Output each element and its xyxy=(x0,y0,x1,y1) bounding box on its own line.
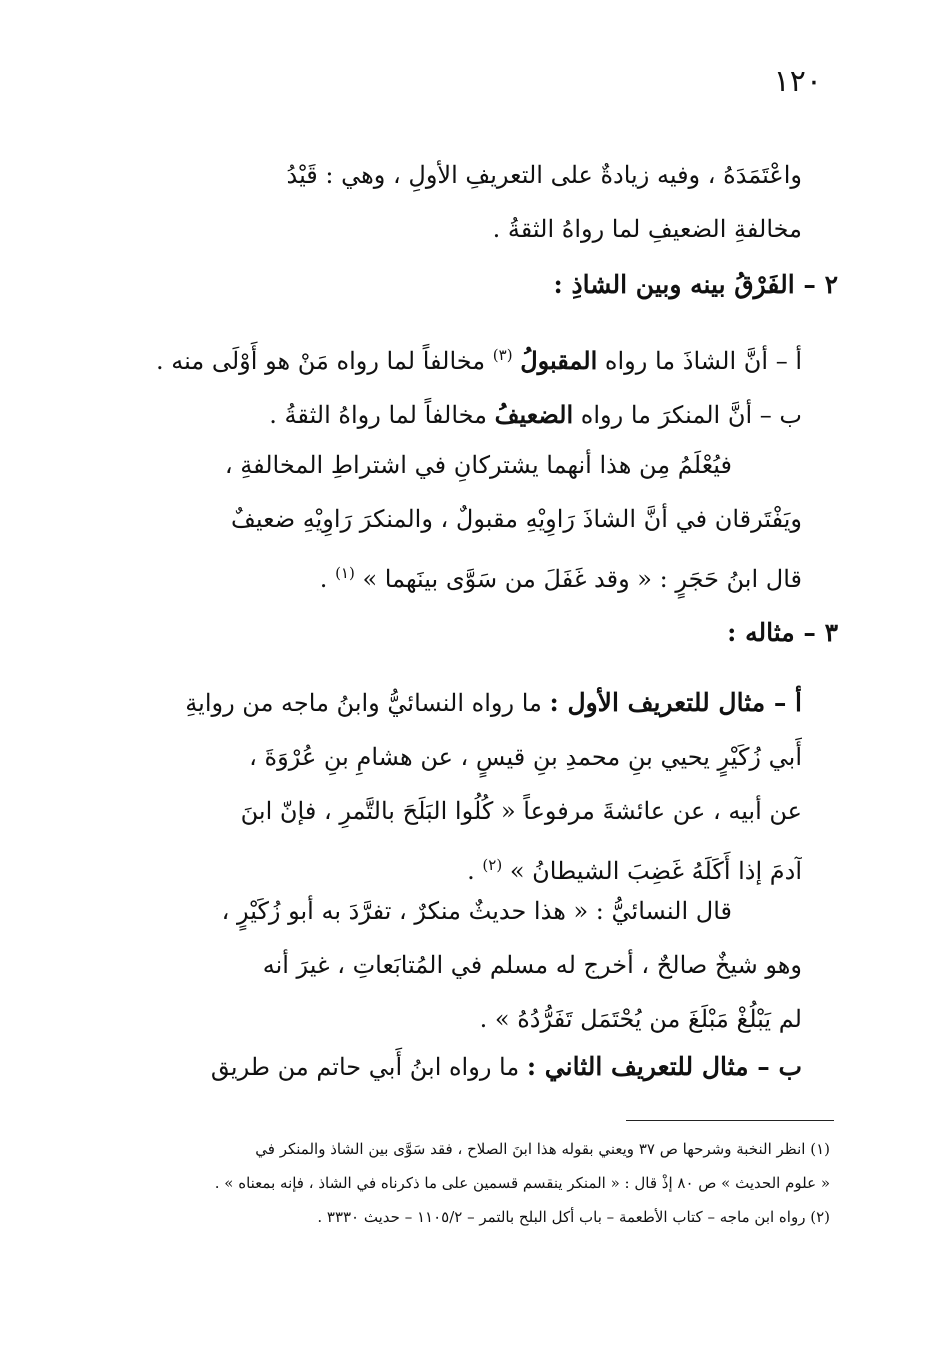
intro-paragraph xyxy=(137,148,802,256)
footnote-ref: (١) xyxy=(335,564,355,582)
nasai-quote xyxy=(137,884,802,1046)
item-b-suffix: مخالفاً لما رواهُ الثقةُ . xyxy=(269,401,488,429)
item-a xyxy=(137,328,802,388)
item-b-prefix: ب – أنَّ المنكرَ ما رواه xyxy=(580,401,802,429)
example-a-line xyxy=(137,676,802,730)
item-a-prefix: أ – أنَّ الشاذَ ما رواه xyxy=(604,347,802,375)
nasai-line: لم يَبْلُغْ مَبْلَغَ من يُحْتَمَل تَفَرُّدُهُ » . xyxy=(479,1005,802,1033)
line-end: . xyxy=(319,565,328,593)
example-a-line4-text: آدمَ إذا أَكَلَهُ غَضِبَ الشيطانُ » xyxy=(509,857,802,885)
para-line xyxy=(137,546,802,606)
example-a-line1-rest: ما رواه النسائيُّ وابنُ ماجه من روايةِ xyxy=(185,689,542,717)
section-2-paragraph xyxy=(137,438,802,606)
para-line: فيُعْلَمُ مِن هذا أنهما يشتركانِ في اشتراطِ المخالفةِ ، xyxy=(224,451,732,479)
footnote-1-line: « علوم الحديث » ص ٨٠ إذْ قال : « المنكر ينقسم قسمين على ما ذكرناه في الشاذ ، فإنه بمعناه » . xyxy=(214,1174,830,1192)
example-a xyxy=(137,676,802,898)
example-a-label: أ – مثال للتعريف الأول : xyxy=(549,688,802,717)
footnote-ref: (٣) xyxy=(492,346,513,364)
section-2-items xyxy=(137,328,802,442)
nasai-line: وهو شيخٌ صالحٌ ، أخرج له مسلم في المُتابَعاتِ ، غيرَ أنه xyxy=(262,951,802,979)
footnote-ref: (٢) xyxy=(482,856,503,874)
item-b xyxy=(137,388,802,442)
example-a-line: عن أبيه ، عن عائشةَ مرفوعاً « كُلُوا البَلَحَ بالتَّمرِ ، فإنّ ابنَ xyxy=(240,797,802,825)
footnote-divider xyxy=(626,1120,834,1121)
para-line: ويَفْتَرقان في أنَّ الشاذَ رَاوِيْهِ مقبولٌ ، والمنكرَ رَاوِيْهِ ضعيفٌ xyxy=(231,505,802,533)
example-b-line xyxy=(137,1040,802,1094)
intro-line: مخالفةِ الضعيفِ لما رواهُ الثقةُ . xyxy=(492,215,802,243)
nasai-line: قال النسائيُّ : « هذا حديثٌ منكرٌ ، تفرَّدَ به أبو زُكَيْرٍ ، xyxy=(221,897,732,925)
footnotes xyxy=(140,1132,830,1234)
item-a-bold: المقبولُ xyxy=(520,346,598,375)
item-a-suffix: مخالفاً لما رواه مَنْ هو أَوْلَى منه . xyxy=(156,347,486,375)
footnote-1-line: (١) انظر النخبة وشرحها ص ٣٧ ويعني بقوله هذا ابنَ الصلاح ، فقد سَوَّى بين الشاذ والمنكر في xyxy=(255,1140,830,1158)
item-b-bold: الضعيفُ xyxy=(494,400,574,429)
footnote-2: (٢) رواه ابن ماجه – كتاب الأطعمة – باب أكل البلح بالتمر – ١١٠٥/٢ – حديث ٣٣٣٠ . xyxy=(317,1208,830,1226)
page-number: ١٢٠ xyxy=(773,64,822,99)
quote-text: قال ابنُ حَجَرٍ : « وقد غَفَلَ من سَوَّى بينَهما » xyxy=(362,565,802,593)
intro-line: واعْتَمَدَهُ ، وفيه زيادةٌ على التعريفِ الأولِ ، وهي : قَيْدُ xyxy=(286,161,802,189)
section-3-heading: ٣ – مثاله : xyxy=(727,618,838,647)
example-b xyxy=(137,1040,802,1094)
example-b-rest: ما رواه ابنُ أَبي حاتم من طريق xyxy=(210,1053,520,1081)
section-2-heading: ٢ – الفَرْقُ بينه وبين الشاذِ : xyxy=(553,270,838,299)
line-end: . xyxy=(467,857,475,885)
example-b-label: ب – مثال للتعريف الثاني : xyxy=(526,1052,802,1081)
example-a-line: أَبي زُكَيْرٍ يحيي بنِ محمدِ بنِ قيسٍ ، عن هشامِ بنِ عُرْوَةَ ، xyxy=(249,743,802,771)
